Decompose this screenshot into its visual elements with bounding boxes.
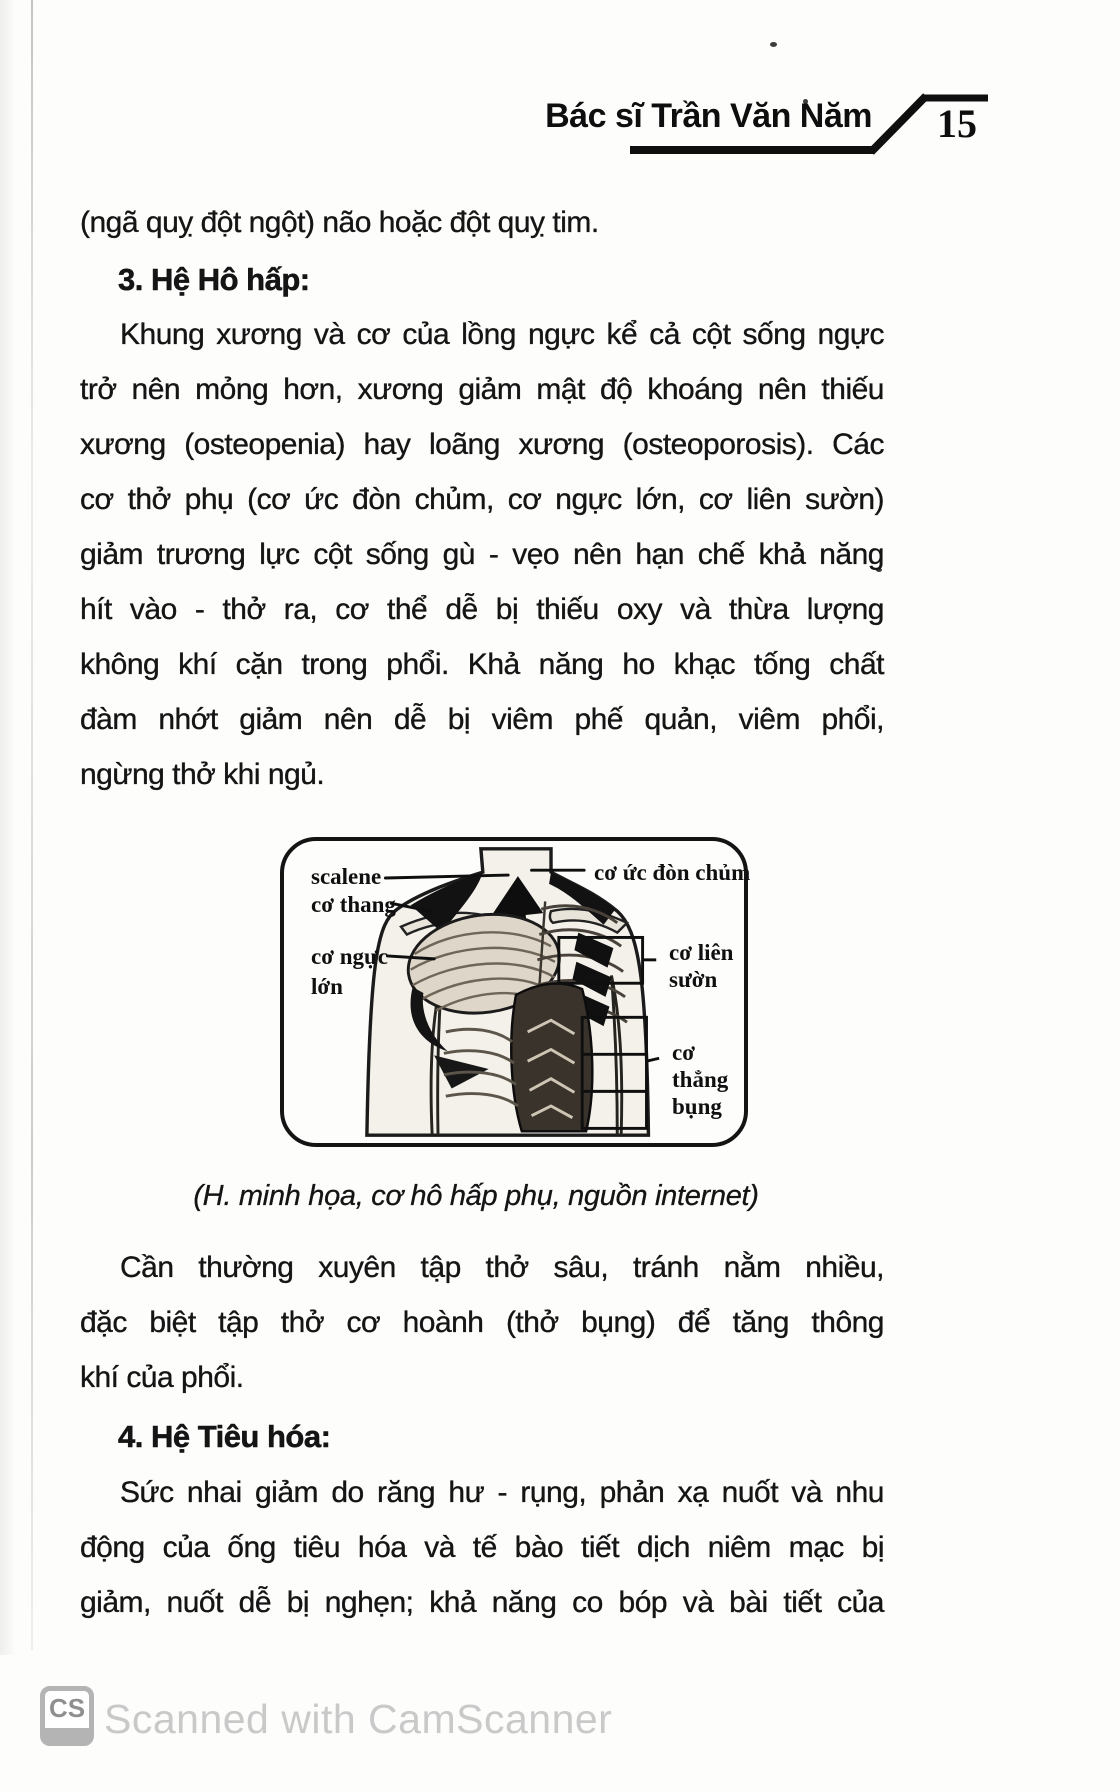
figure-label-co-thang: cơ thang xyxy=(311,892,396,917)
text-line: ngừng thở khi ngủ. xyxy=(80,758,325,791)
figure-label-lon: lớn xyxy=(311,974,343,999)
text-line: động của ống tiêu hóa và tế bào tiết dịch niêm mạc bị xyxy=(80,1531,884,1564)
figure-label-co-lien: cơ liên xyxy=(669,940,734,965)
figure-label-thang: thẳng xyxy=(672,1067,729,1092)
text-line: Sức nhai giảm do răng hư - rụng, phản xạ nuốt và nhu xyxy=(120,1476,884,1509)
camscanner-logo-text: CS xyxy=(48,1693,86,1723)
page-edge-shadow xyxy=(0,0,16,1655)
camscanner-logo-base xyxy=(45,1728,89,1741)
text-line: (ngã quỵ đột ngột) não hoặc đột quỵ tim. xyxy=(80,206,599,239)
text-line: Khung xương và cơ của lồng ngực kể cả cột sống ngực xyxy=(120,318,884,351)
camscanner-watermark: Scanned with CamScanner xyxy=(104,1696,613,1742)
figure-label-bung: bụng xyxy=(672,1094,722,1119)
figure-label-scalene: scalene xyxy=(311,864,382,889)
figure-label-suon: sườn xyxy=(669,967,718,992)
text-line: Cần thường xuyên tập thở sâu, tránh nằm nhiều, xyxy=(120,1251,884,1284)
figure-label-co-nguc: cơ ngực xyxy=(311,944,388,969)
scan-binding-line xyxy=(31,0,33,1650)
scan-speck xyxy=(770,42,777,47)
text-line: khí của phổi. xyxy=(80,1361,244,1394)
text-line: cơ thở phụ (cơ ức đòn chủm, cơ ngực lớn, cơ liên sườn) xyxy=(80,483,884,516)
figure-label-co: cơ xyxy=(672,1040,695,1065)
text-line: xương (osteopenia) hay loãng xương (osteoporosis). Các xyxy=(80,428,884,461)
text-line: trở nên mỏng hơn, xương giảm mật độ khoáng nên thiếu xyxy=(80,373,884,406)
page-number: 15 xyxy=(937,101,977,146)
figure-label-co-uc-don-chum: cơ ức đòn chủm xyxy=(594,860,751,885)
section-heading: 3. Hệ Hô hấp: xyxy=(118,262,310,297)
figure-caption: (H. minh họa, cơ hô hấp phụ, nguồn internet) xyxy=(193,1180,759,1212)
text-line: đặc biệt tập thở cơ hoành (thở bụng) để tăng thông xyxy=(80,1306,884,1339)
anatomy-figure xyxy=(280,837,751,1147)
text-line: giảm trương lực cột sống gù - vẹo nên hạn chế khả năng xyxy=(80,538,884,571)
text-line: giảm, nuốt dễ bị nghẹn; khả năng co bóp và bài tiết của xyxy=(80,1586,884,1619)
text-line: không khí cặn trong phổi. Khả năng ho khạc tống chất xyxy=(80,648,884,681)
text-line: hít vào - thở ra, cơ thể dễ bị thiếu oxy và thừa lượng xyxy=(80,593,884,626)
section-heading: 4. Hệ Tiêu hóa: xyxy=(118,1419,331,1454)
text-line: đàm nhớt giảm nên dễ bị viêm phế quản, viêm phổi, xyxy=(80,703,884,736)
header-author: Bác sĩ Trần Văn Năm xyxy=(545,97,872,135)
camscanner-logo-icon xyxy=(40,1686,94,1746)
